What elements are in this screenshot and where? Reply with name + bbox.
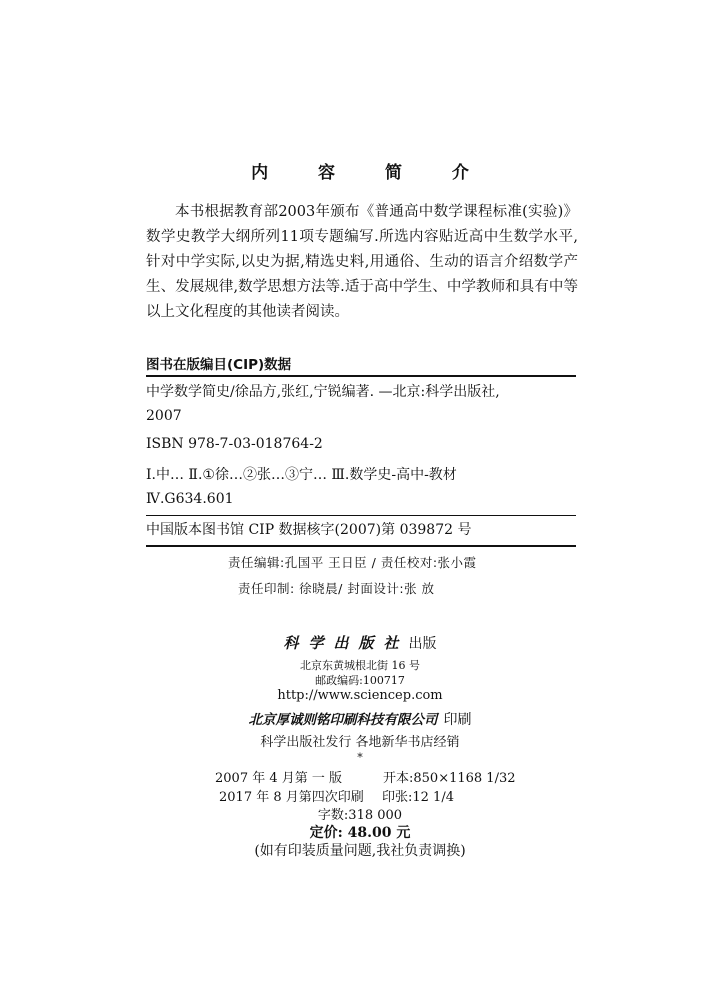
distribution-line: 科学出版社发行 各地新华书店经销 — [260, 735, 460, 750]
publisher-postcode: 邮政编码:100717 — [315, 674, 405, 687]
publisher-name: 科学出版社 — [283, 634, 409, 652]
word-count: 字数:318 000 — [317, 808, 403, 823]
cip-heading: 图书在版编目(CIP)数据 — [146, 357, 292, 373]
cip-line-2: 2007 — [146, 408, 182, 424]
publisher-suffix: 出版 — [408, 636, 437, 652]
format-line: 开本:850×1168 1/32 — [383, 771, 516, 786]
price: 定价: 48.00 元 — [309, 825, 411, 841]
intro-text: 本书根据教育部2003年颁布《普通高中数学课程标准(实验)》数学史教学大纲所列11项专题编写.所选内容贴近高中生数学水平,针对中学实际,以史为据,精选史料,用通俗、生动的语言介绍数学产生、发展规律,数学思想方法等.适于高中学生、中学教师和具有中等以上文化程度的其他读者阅读。 — [146, 204, 578, 320]
edition-line: 2007 年 4 月第 一 版 — [215, 771, 343, 786]
cip-mid-rule — [146, 515, 576, 516]
cip-classification-2: Ⅳ.G634.601 — [146, 491, 234, 507]
sheets-line: 印张:12 1/4 — [382, 790, 454, 805]
publisher-url: http://www.sciencep.com — [277, 688, 443, 703]
publisher-address: 北京东黄城根北街 16 号 — [300, 659, 420, 672]
publisher-line — [0, 632, 720, 653]
printer-name: 北京厚诚则铭印刷科技有限公司 — [248, 712, 438, 728]
intro-paragraph — [146, 200, 578, 325]
separator-star: * — [357, 751, 363, 764]
printer-suffix: 印刷 — [443, 712, 472, 728]
cip-line-1: 中学数学简史/徐品方,张红,宁锐编著. —北京:科学出版社, — [146, 384, 500, 400]
cip-isbn: ISBN 978-7-03-018764-2 — [146, 436, 323, 452]
credits-production: 责任印制: 徐晓晨/ 封面设计:张 放 — [238, 581, 435, 596]
cip-classification-1: Ⅰ.中… Ⅱ.①徐…②张…③宁… Ⅲ.数学史-高中-教材 — [146, 467, 457, 483]
quality-note: (如有印装质量问题,我社负责调换) — [254, 843, 466, 859]
cip-record: 中国版本图书馆 CIP 数据核字(2007)第 039872 号 — [146, 522, 472, 538]
credits-editors: 责任编辑:孔国平 王日臣 / 责任校对:张小霞 — [228, 555, 477, 570]
cip-bottom-rule — [146, 545, 576, 547]
printing-line: 2017 年 8 月第四次印刷 — [219, 790, 364, 805]
cip-top-rule — [146, 375, 576, 377]
printer-line — [0, 708, 720, 729]
page-title: 内 容 简 介 — [251, 163, 491, 183]
